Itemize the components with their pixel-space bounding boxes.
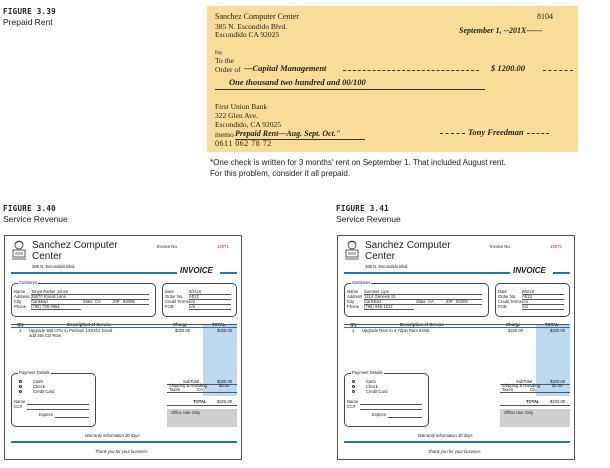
customer-city: Carlsbad xyxy=(31,299,48,304)
figure-3-41-caption: Service Revenue xyxy=(336,214,401,224)
state-label: State xyxy=(83,299,93,304)
invoice-no-label: Invoice No. xyxy=(490,244,511,249)
check-amount-dash-line xyxy=(543,70,573,71)
footnote-line-2: For this problem, consider it all prepaid. xyxy=(210,169,351,178)
taxes-line xyxy=(500,392,570,393)
warranty-info: Warranty information 30 days xyxy=(85,433,140,438)
shipping: $0.00 xyxy=(552,383,563,388)
credit-terms-label: Credit Terms xyxy=(165,299,189,304)
customer-phone: (760) 945-1212 xyxy=(364,304,393,309)
invoice-date: 9/6/1X xyxy=(522,289,535,294)
customer-phone: (760) 736-2954 xyxy=(31,304,60,309)
item-qty: 1 xyxy=(19,328,22,333)
check-radio[interactable] xyxy=(19,385,22,388)
invoice-12671 xyxy=(4,235,242,460)
check-memo: Prepaid Rent—Aug. Sept. Oct." xyxy=(235,129,341,138)
check-payee-dash-line xyxy=(343,70,479,71)
cc-line xyxy=(360,409,422,410)
customer-zip: 92008 xyxy=(456,299,468,304)
customer-address: 1414 Genesis St. xyxy=(364,294,397,299)
check-bank-name: First Union Bank xyxy=(215,102,268,111)
city-label: City xyxy=(14,299,22,304)
credit-terms: n/a xyxy=(522,299,528,304)
check-to-the-label: To the xyxy=(215,56,234,65)
credit-terms: n/a xyxy=(189,299,195,304)
check-pay-label: Pay xyxy=(215,51,223,56)
cc-line xyxy=(27,409,89,410)
expires-label: Expires xyxy=(39,412,53,417)
check-signature-dash-line-2 xyxy=(527,133,549,134)
check-order-of-label: Order of xyxy=(215,65,241,74)
grand-total: $220.00 xyxy=(550,399,566,404)
fob-label: FOB xyxy=(165,304,174,309)
payment-name-label: Name xyxy=(14,399,26,404)
header-rule xyxy=(344,272,510,274)
customer-state: CA xyxy=(428,299,434,304)
terms-line xyxy=(522,304,564,305)
qty-header: Qty xyxy=(17,322,24,327)
check-date: September 1, --201X------ xyxy=(459,26,543,35)
check-micr-line: 0611 062 78 72 xyxy=(215,139,272,148)
qty-header: Qty xyxy=(350,322,357,327)
shipping-label: Shipping & Handling xyxy=(169,383,207,388)
header-rule-right xyxy=(220,272,237,274)
order-line xyxy=(522,299,564,300)
cash-label: Cash xyxy=(366,379,376,384)
zip-label: ZIP xyxy=(446,299,453,304)
shipping-label: Shipping & Handling xyxy=(502,383,540,388)
taxes-label: Taxes xyxy=(169,387,180,392)
phone-line xyxy=(31,309,81,310)
figure-3-40-caption: Service Revenue xyxy=(3,214,68,224)
grand-total-label: TOTAL xyxy=(193,399,207,404)
expires-label: Expires xyxy=(372,412,386,417)
invoice-title: INVOICE xyxy=(513,266,546,275)
order-no-label: Order No. xyxy=(165,294,184,299)
customer-name: Summer Lipe xyxy=(364,289,389,294)
item-charge: $220.00 xyxy=(508,328,524,333)
item-description-1: Upgrade Ram to 4-72pin Ram 64mb xyxy=(362,328,430,333)
order-no: A513 xyxy=(522,294,532,299)
name-label: Name xyxy=(14,289,26,294)
description-header: Description of Service xyxy=(400,322,445,327)
name-label: Name xyxy=(347,289,359,294)
computer-mascot-icon xyxy=(343,240,361,262)
total-header: TOTAL xyxy=(545,322,559,327)
invoice-no: 12672 xyxy=(550,244,562,249)
phone-line xyxy=(364,309,414,310)
zip-label: ZIP xyxy=(113,299,120,304)
charge-header: Charge xyxy=(173,322,188,327)
subtotal-label: SubTotal xyxy=(516,379,533,384)
check-label: Check xyxy=(366,384,378,389)
fob-line xyxy=(189,309,231,310)
item-description-1: Upgrade 386 CPU to Pentium 133mhz board xyxy=(29,328,113,333)
company-name-line-1: Sanchez Computer xyxy=(365,240,451,251)
check-payer-address-2: Escondido CA 92025 xyxy=(215,30,280,39)
check-bank-address-2: Escondido, CA 92025 xyxy=(215,120,282,129)
customer-label: Customer xyxy=(19,280,38,285)
cash-radio[interactable] xyxy=(352,380,355,383)
figure-3-40-label: FIGURE 3.40 xyxy=(3,204,56,213)
subtotal: $220.00 xyxy=(550,379,566,384)
subtotal: $325.00 xyxy=(217,379,233,384)
invoice-title: INVOICE xyxy=(180,266,213,275)
check-number: 8104 xyxy=(537,12,553,21)
prepaid-rent-check xyxy=(207,6,578,152)
invoice-12672 xyxy=(337,235,575,460)
office-use-label: Office Use Only xyxy=(171,410,201,415)
computer-mascot-icon xyxy=(10,240,28,262)
address-label: Address xyxy=(347,294,363,299)
fob: n/a xyxy=(522,304,528,309)
items-top-rule xyxy=(344,324,570,325)
check-bank-address-1: 322 Glen Ave. xyxy=(215,111,258,120)
cc-label: CC# xyxy=(14,404,23,409)
payment-name-line xyxy=(27,404,89,405)
fob-label: FOB xyxy=(498,304,507,309)
figure-3-39-label: FIGURE 3.39 xyxy=(3,7,56,16)
warranty-info: Warranty information 30 days xyxy=(418,433,473,438)
credit-card-radio[interactable] xyxy=(352,390,355,393)
cc-label: CC# xyxy=(347,404,356,409)
check-payee: —Capital Management xyxy=(244,63,327,73)
payment-name-line xyxy=(360,404,422,405)
date-line xyxy=(522,294,564,295)
header-rule xyxy=(11,272,177,274)
check-payer-name: Sanchez Computer Center xyxy=(215,12,299,21)
cash-radio[interactable] xyxy=(19,380,22,383)
customer-name: Tonya Parker Jones xyxy=(31,289,69,294)
credit-card-label: Credit Card xyxy=(366,389,388,394)
credit-terms-label: Credit Terms xyxy=(498,299,522,304)
cash-label: Cash xyxy=(33,379,43,384)
order-no-label: Order No. xyxy=(498,294,517,299)
check-amount-words-line xyxy=(215,89,485,90)
taxes-state: CA xyxy=(197,387,203,392)
date-label: Date xyxy=(498,289,507,294)
company-name-line-2: Center xyxy=(365,251,396,262)
thank-you-note: Thank you for your business xyxy=(428,449,481,454)
footer-rule xyxy=(344,441,570,443)
fob: n/a xyxy=(189,304,195,309)
item-qty: 1 xyxy=(352,328,355,333)
check-signature-dash-line xyxy=(440,133,465,134)
check-radio[interactable] xyxy=(352,385,355,388)
charge-header: Charge xyxy=(506,322,521,327)
customer-zip: 92008 xyxy=(123,299,135,304)
total-header: TOTAL xyxy=(212,322,226,327)
date-label: Date xyxy=(165,289,174,294)
credit-card-label: Credit Card xyxy=(33,389,55,394)
description-header: Description of Service xyxy=(67,322,112,327)
expires-line xyxy=(388,417,422,418)
credit-card-radio[interactable] xyxy=(19,390,22,393)
phone-label: Phone xyxy=(14,304,27,309)
thank-you-note: Thank you for your business xyxy=(95,449,148,454)
address-label: Address xyxy=(14,294,30,299)
payment-details-label: Payment Details xyxy=(19,370,50,375)
payment-name-label: Name xyxy=(347,399,359,404)
figure-3-39-caption: Prepaid Rent xyxy=(3,17,53,27)
invoice-no-label: Invoice No. xyxy=(157,244,178,249)
terms-line xyxy=(189,304,231,305)
taxes-state: CA xyxy=(530,387,536,392)
check-signature: Tony Freedman xyxy=(468,127,524,137)
customer-city: Carlsbad xyxy=(364,299,381,304)
payment-details-label: Payment Details xyxy=(352,370,383,375)
office-use-label: Office Use Only xyxy=(504,410,534,415)
check-amount-words: One thousand two hundred and 00/100 xyxy=(229,77,366,87)
grand-total: $325.00 xyxy=(217,399,233,404)
phone-label: Phone xyxy=(347,304,360,309)
taxes-label: Taxes xyxy=(502,387,513,392)
items-top-rule xyxy=(11,324,237,325)
item-description-2: add 16x CD-Rom xyxy=(29,333,62,338)
date-line xyxy=(189,294,231,295)
item-total: $325.00 xyxy=(217,328,233,333)
figure-3-41-label: FIGURE 3.41 xyxy=(336,204,389,213)
grand-total-label: TOTAL xyxy=(526,399,540,404)
invoice-date: 9/2/1X xyxy=(189,289,202,294)
item-total: $220.00 xyxy=(550,328,566,333)
company-address: 385 N. Escondido Blvd. xyxy=(365,264,409,269)
item-charge: $325.00 xyxy=(175,328,191,333)
company-address: 385 N. Escondido Blvd. xyxy=(32,264,76,269)
state-label: State xyxy=(416,299,426,304)
fob-line xyxy=(522,309,564,310)
subtotal-label: SubTotal xyxy=(183,379,200,384)
check-payer-address-1: 385 N. Escondido Blvd. xyxy=(215,22,288,31)
check-label: Check xyxy=(33,384,45,389)
check-amount: $ 1200.00 xyxy=(491,63,525,73)
footnote-line-1: *One check is written for 3 months' rent on September 1. That included August rent. xyxy=(210,158,506,167)
check-memo-label: memo xyxy=(215,130,234,139)
company-name-line-1: Sanchez Computer xyxy=(32,240,118,251)
grand-total-line xyxy=(167,405,237,406)
grand-total-line xyxy=(500,405,570,406)
customer-label: Customer xyxy=(352,280,371,285)
header-rule-right xyxy=(553,272,570,274)
shipping: $0.00 xyxy=(219,383,230,388)
invoice-no: 12671 xyxy=(217,244,229,249)
order-no: A512 xyxy=(189,294,199,299)
order-line xyxy=(189,299,231,300)
company-name-line-2: Center xyxy=(32,251,63,262)
footer-rule xyxy=(11,441,237,443)
taxes-line xyxy=(167,392,237,393)
customer-state: CA xyxy=(95,299,101,304)
expires-line xyxy=(55,417,89,418)
customer-address: 25670 Roxali Lane xyxy=(31,294,66,299)
city-label: City xyxy=(347,299,355,304)
